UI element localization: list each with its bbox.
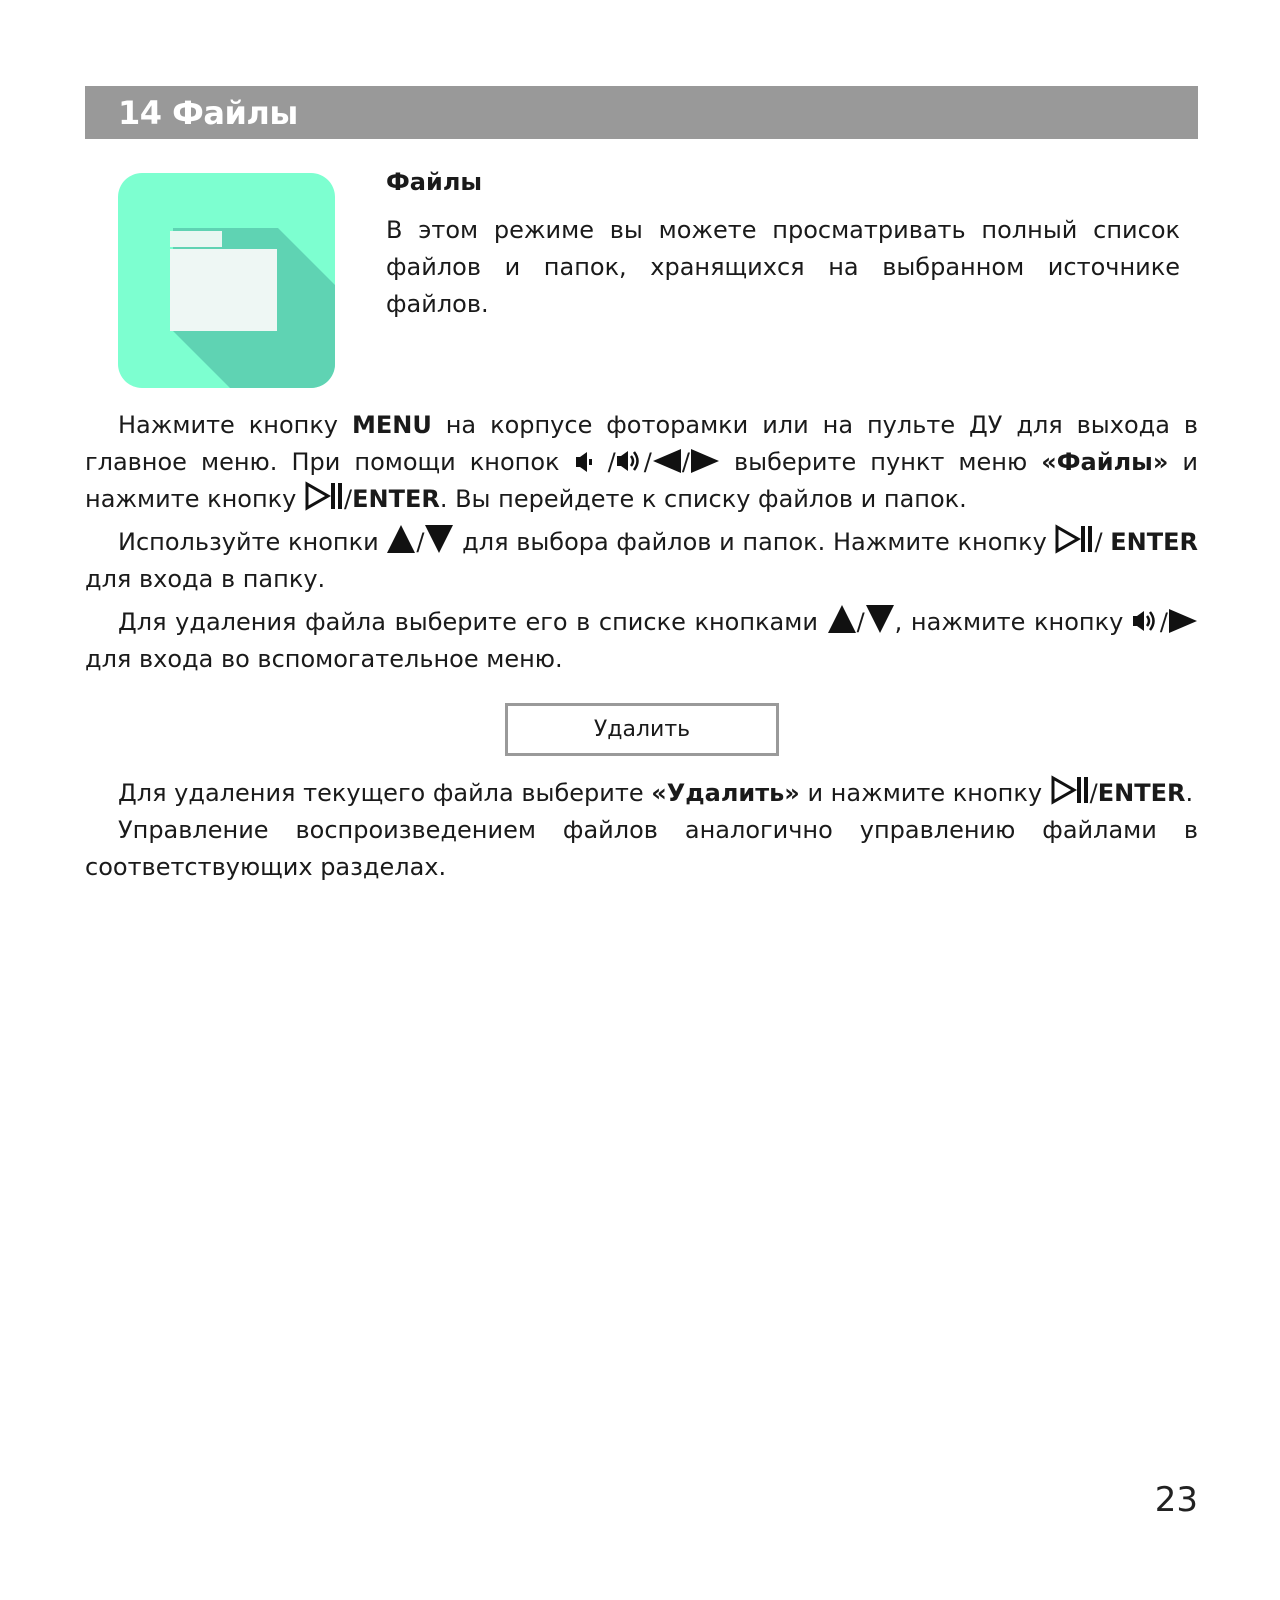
page-number: 23 xyxy=(1154,1480,1198,1520)
slash: / xyxy=(681,448,690,476)
enter-key-label: ENTER xyxy=(1097,779,1186,807)
enter-key-label: ENTER xyxy=(352,485,440,513)
volume-down-icon xyxy=(574,450,594,474)
menu-item-label: «Удалить» xyxy=(651,779,800,807)
paragraph-confirm-delete xyxy=(85,775,1198,812)
slash: / xyxy=(1089,779,1098,807)
text-run: . xyxy=(1185,779,1194,807)
arrow-down-icon xyxy=(424,524,454,554)
text-run: . Вы перейдете к списку файлов и папок. xyxy=(439,485,967,513)
intro-text: В этом режиме вы можете просматривать полный список файлов и папок, хранящихся на выбранном источнике файлов. xyxy=(386,216,1180,318)
instructions-block xyxy=(85,407,1198,684)
play-pause-icon xyxy=(1050,775,1090,805)
intro-title: Файлы xyxy=(386,168,483,196)
paragraph-navigation xyxy=(85,407,1198,518)
text-run: Для удаления текущего файла выберите xyxy=(118,779,652,807)
slash: / xyxy=(1159,608,1168,636)
paragraph-delete xyxy=(85,604,1198,678)
paragraph-selection xyxy=(85,524,1198,598)
slash: / xyxy=(1094,528,1103,556)
menu-key-label: MENU xyxy=(351,411,432,439)
slash: / xyxy=(416,528,425,556)
files-folder-icon xyxy=(118,173,335,388)
paragraph-playback: Управление воспроизведением файлов аналогично управлению файлами в соответствующих разделах. xyxy=(85,816,1198,881)
volume-up-icon xyxy=(616,448,644,474)
text-run: , нажмите кнопку xyxy=(894,608,1132,636)
delete-menu-item xyxy=(505,703,779,756)
instructions-block-2 xyxy=(85,775,1198,886)
arrow-up-icon xyxy=(386,524,416,554)
arrow-right-icon xyxy=(690,448,720,474)
slash: / xyxy=(643,448,652,476)
section-header xyxy=(85,86,1198,139)
volume-up-icon xyxy=(1132,608,1160,634)
slash: / xyxy=(856,608,865,636)
text-run: и нажмите кнопку xyxy=(799,779,1050,807)
text-run: Нажмите кнопку xyxy=(118,411,352,439)
play-pause-icon xyxy=(1054,524,1094,554)
slash: / xyxy=(593,448,616,476)
text-run: на корпусе фоторамки или на пульте ДУ для выхода в главное меню. При помощи кнопок xyxy=(85,411,1199,476)
enter-key-label: ENTER xyxy=(1110,528,1198,556)
intro-block xyxy=(386,164,1180,323)
slash: / xyxy=(344,485,353,513)
delete-menu-label: Удалить xyxy=(593,717,691,742)
section-title: 14 Файлы xyxy=(118,93,298,132)
text-run: и нажмите кнопку xyxy=(85,448,1199,513)
text-run: для входа во вспомогательное меню. xyxy=(85,645,563,673)
play-pause-icon xyxy=(304,481,344,511)
menu-item-label: «Файлы» xyxy=(1041,448,1169,476)
text-run: для выбора файлов и папок. Нажмите кнопку xyxy=(454,528,1055,556)
text-run: Используйте кнопки xyxy=(118,528,387,556)
arrow-up-icon xyxy=(827,604,857,634)
text-run: Для удаления файла выберите его в списке кнопками xyxy=(118,608,827,636)
arrow-down-icon xyxy=(865,604,895,634)
arrow-left-icon xyxy=(652,448,682,474)
text-run: выберите пункт меню xyxy=(719,448,1042,476)
text-run: для входа в папку. xyxy=(85,565,326,593)
arrow-right-icon xyxy=(1168,608,1198,634)
